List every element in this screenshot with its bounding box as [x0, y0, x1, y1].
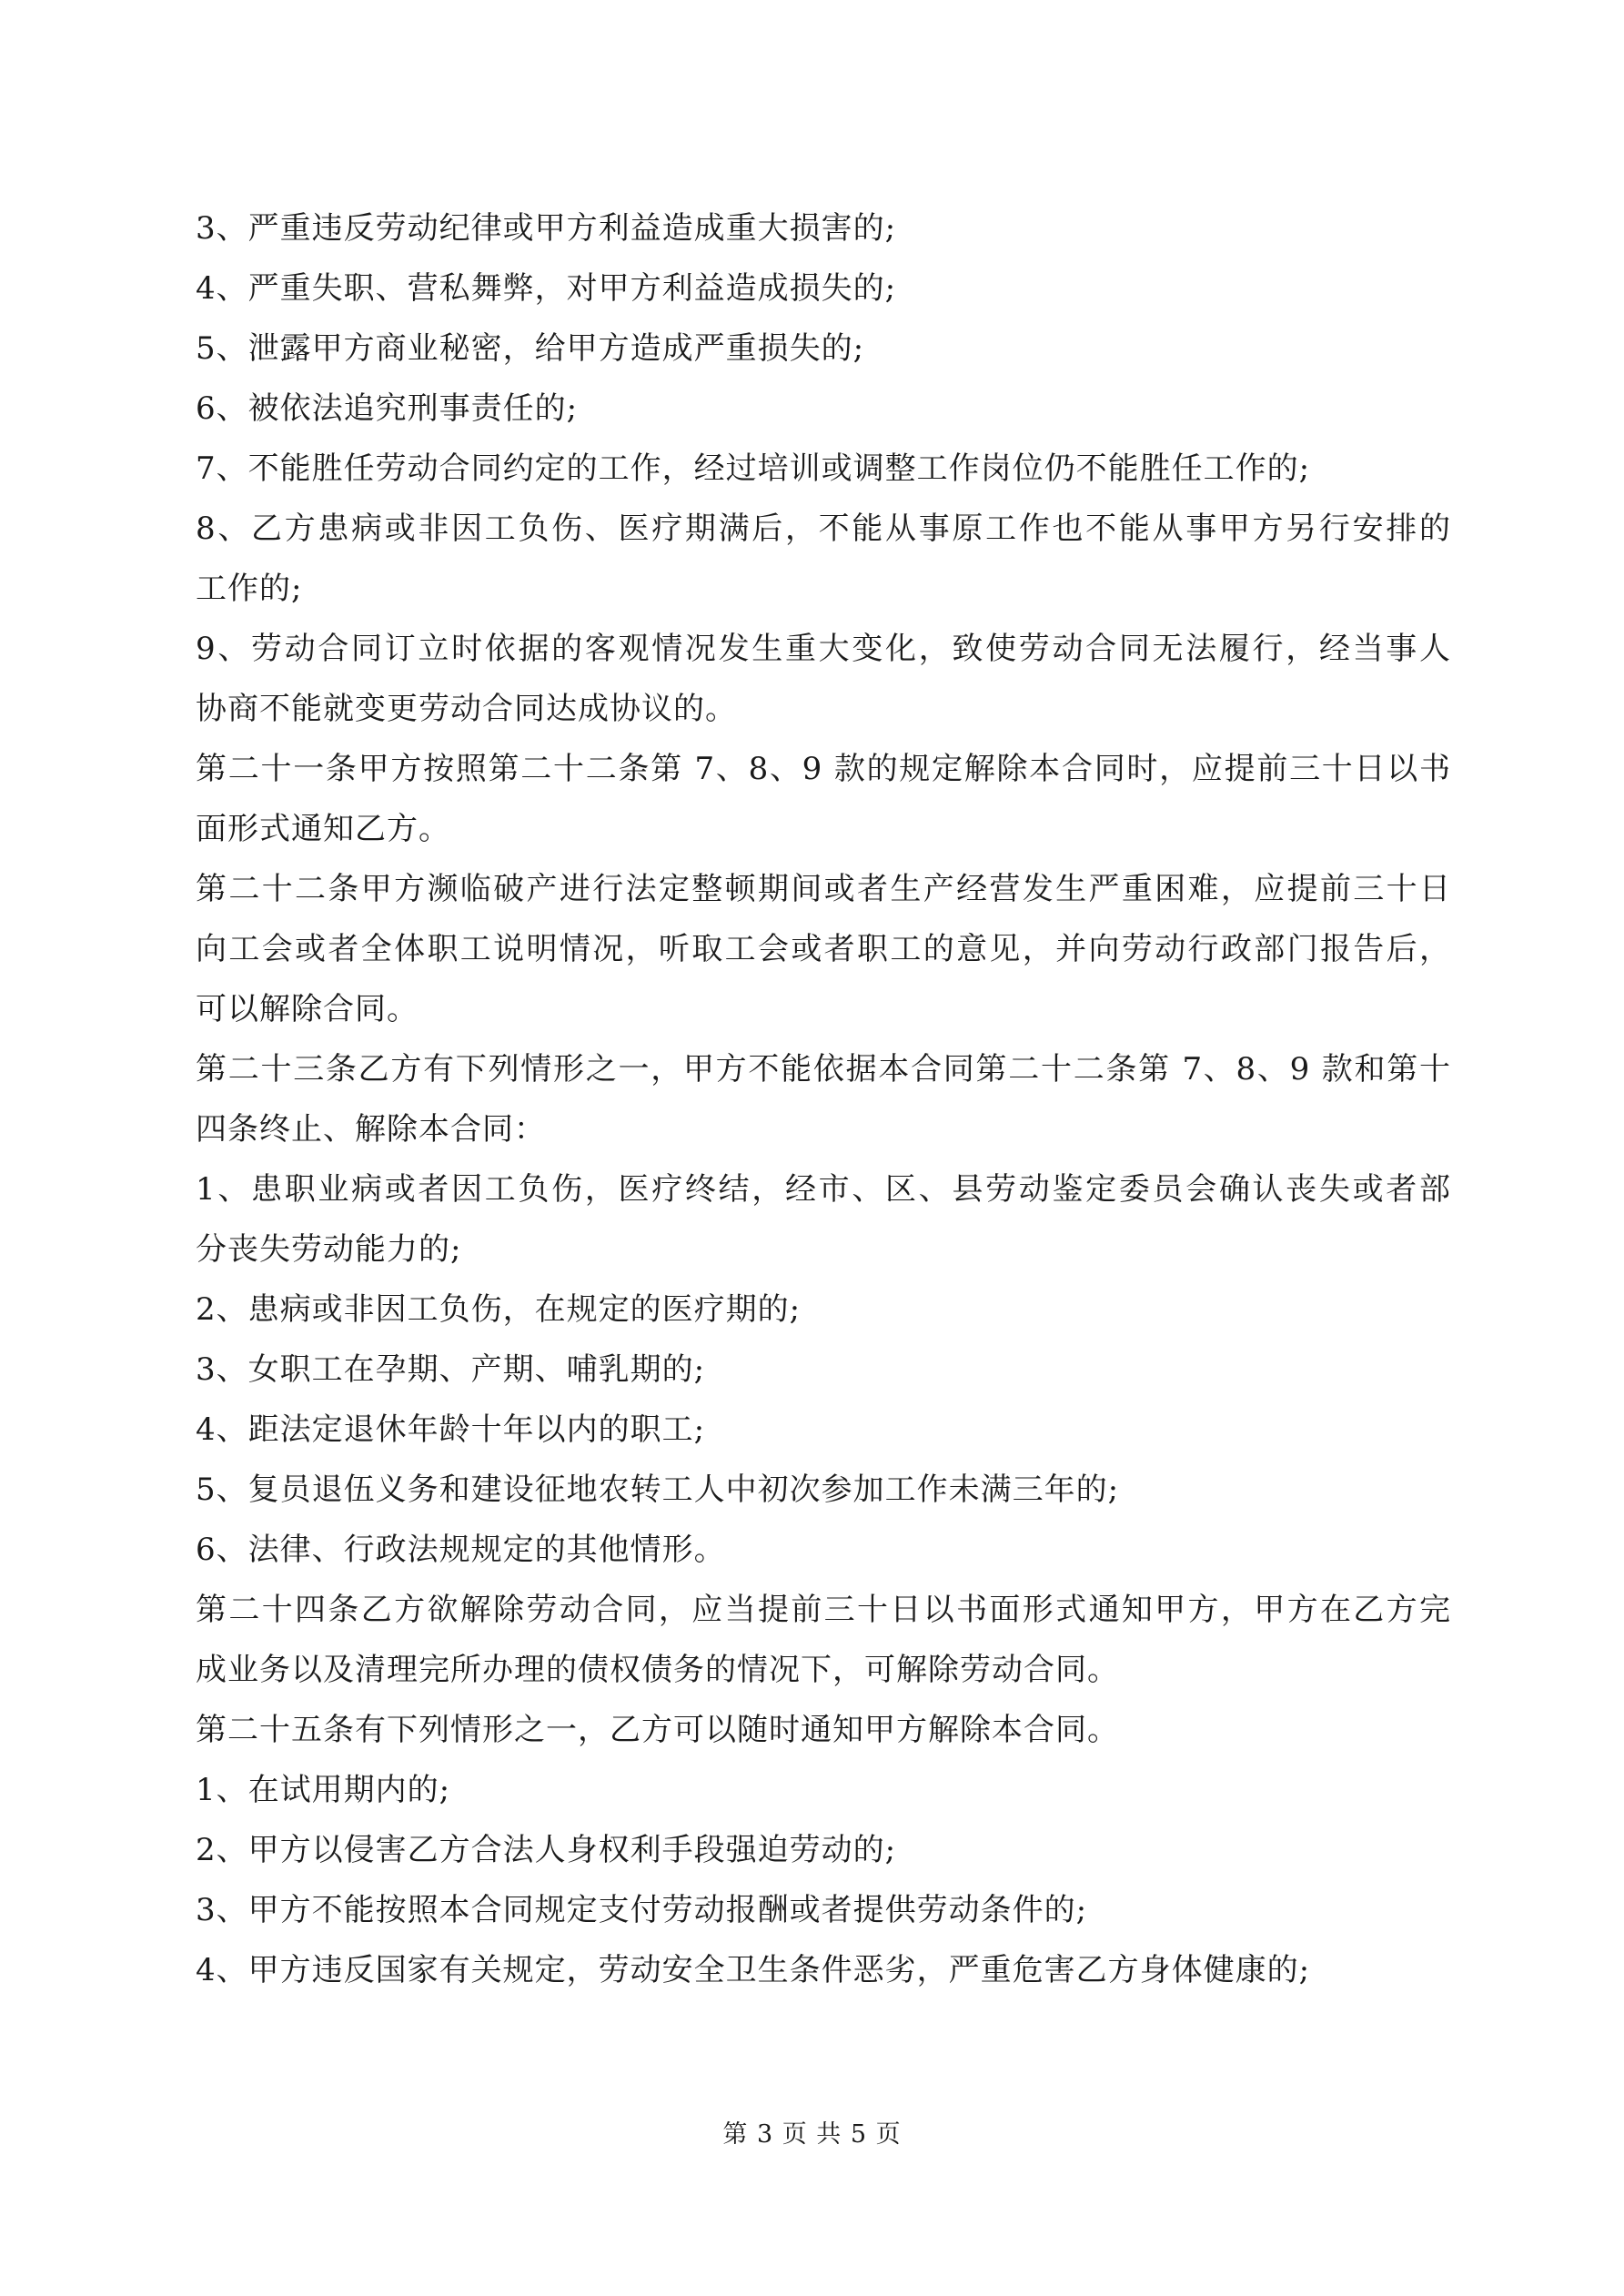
text-line: 第二十三条乙方有下列情形之一，甲方不能依据本合同第二十二条第 7、8、9 款和第十	[196, 1051, 1451, 1087]
text-line: 4、严重失职、营私舞弊，对甲方利益造成损失的;	[196, 270, 897, 307]
text-line: 第二十一条甲方按照第二十二条第 7、8、9 款的规定解除本合同时，应提前三十日以书	[196, 751, 1451, 787]
text-line: 3、甲方不能按照本合同规定支付劳动报酬或者提供劳动条件的;	[196, 1892, 1088, 1928]
text-line: 1、患职业病或者因工负伤，医疗终结，经市、区、县劳动鉴定委员会确认丧失或者部	[196, 1171, 1451, 1208]
text-line: 8、乙方患病或非因工负伤、医疗期满后，不能从事原工作也不能从事甲方另行安排的	[196, 511, 1451, 547]
text-line: 5、复员退伍义务和建设征地农转工人中初次参加工作未满三年的;	[196, 1472, 1120, 1508]
text-line: 四条终止、解除本合同：	[196, 1111, 546, 1148]
text-line: 4、距法定退休年龄十年以内的职工;	[196, 1411, 706, 1448]
page-footer: 第 3 页 共 5 页	[722, 2120, 902, 2149]
text-line: 工作的;	[196, 571, 303, 607]
text-line: 第二十五条有下列情形之一，乙方可以随时通知甲方解除本合同。	[196, 1712, 1119, 1748]
text-line: 1、在试用期内的;	[196, 1772, 451, 1808]
document-body	[196, 198, 1451, 2000]
text-line: 3、女职工在孕期、产期、哺乳期的;	[196, 1351, 706, 1388]
text-line: 第二十二条甲方濒临破产进行法定整顿期间或者生产经营发生严重困难，应提前三十日	[196, 871, 1451, 907]
text-line: 2、患病或非因工负伤，在规定的医疗期的;	[196, 1291, 802, 1328]
text-line: 4、甲方违反国家有关规定，劳动安全卫生条件恶劣，严重危害乙方身体健康的;	[196, 1952, 1311, 1988]
text-line: 2、甲方以侵害乙方合法人身权利手段强迫劳动的;	[196, 1832, 897, 1868]
text-line: 第二十四条乙方欲解除劳动合同，应当提前三十日以书面形式通知甲方，甲方在乙方完	[196, 1592, 1451, 1628]
text-line: 5、泄露甲方商业秘密，给甲方造成严重损失的;	[196, 330, 865, 367]
text-line: 协商不能就变更劳动合同达成协议的。	[196, 691, 737, 727]
text-line: 分丧失劳动能力的;	[196, 1231, 462, 1268]
text-line: 向工会或者全体职工说明情况，听取工会或者职工的意见，并向劳动行政部门报告后，	[196, 931, 1451, 967]
text-line: 面形式通知乙方。	[196, 811, 450, 847]
text-line: 可以解除合同。	[196, 991, 419, 1027]
text-line: 成业务以及清理完所办理的债权债务的情况下，可解除劳动合同。	[196, 1652, 1119, 1688]
text-line: 7、不能胜任劳动合同约定的工作，经过培训或调整工作岗位仍不能胜任工作的;	[196, 450, 1311, 487]
text-line: 9、劳动合同订立时依据的客观情况发生重大变化，致使劳动合同无法履行，经当事人	[196, 631, 1451, 667]
text-line: 3、严重违反劳动纪律或甲方利益造成重大损害的;	[196, 210, 897, 247]
text-line: 6、被依法追究刑事责任的;	[196, 390, 579, 427]
text-line: 6、法律、行政法规规定的其他情形。	[196, 1532, 726, 1568]
